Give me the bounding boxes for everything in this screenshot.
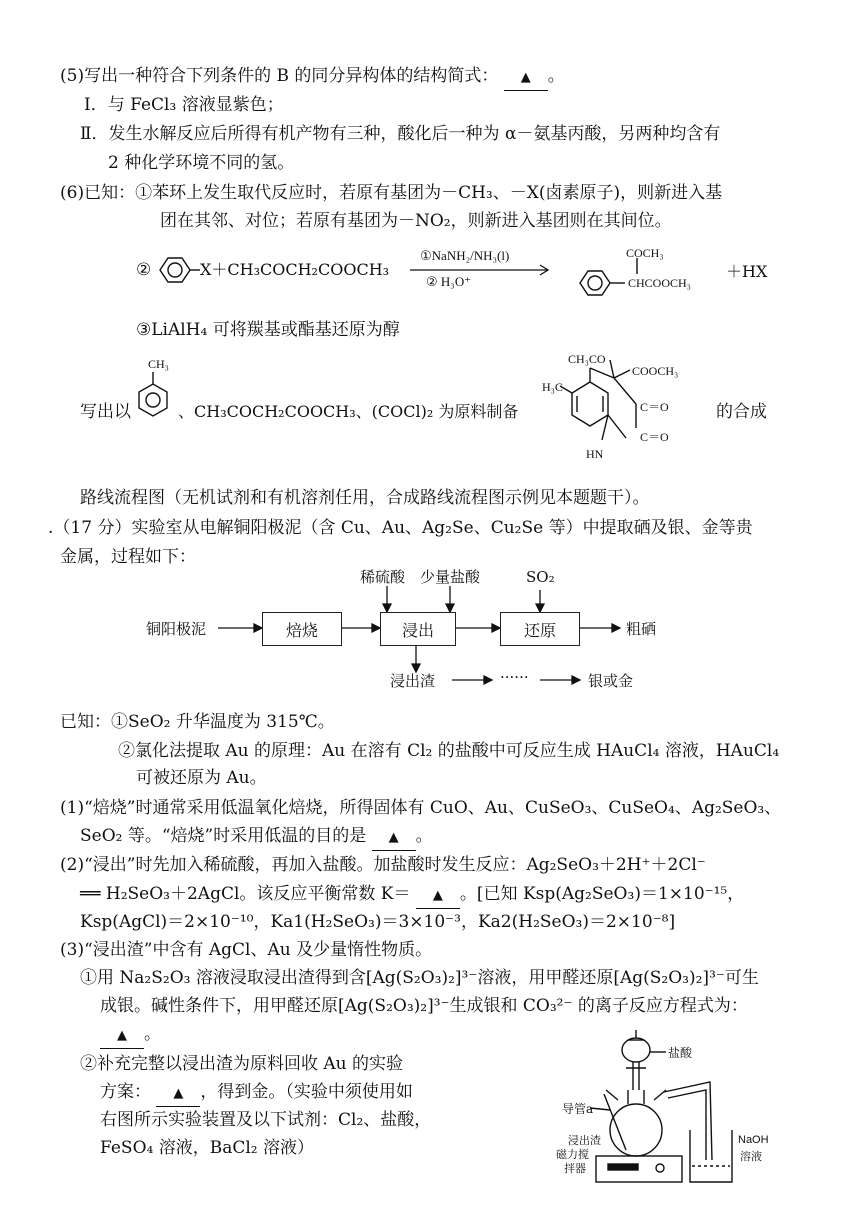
q5-cond2b: 2 种化学环境不同的氢。 xyxy=(108,153,295,173)
toluene-ch3: CH₃ xyxy=(148,357,169,371)
flow-residue: 浸出渣 xyxy=(390,672,436,690)
answer-blank[interactable]: ▲ xyxy=(504,66,548,91)
flow-reagent-hcl: 少量盐酸 xyxy=(420,568,481,586)
apparatus-naoh-2: 溶液 xyxy=(740,1150,762,1163)
route-line: 路线流程图（无机试剂和有机溶剂任用，合成路线流程图示例见本题题干）。 xyxy=(80,488,650,508)
flow-reagent-so2: SO₂ xyxy=(526,568,555,586)
p3-b1: ①用 Na₂S₂O₃ 溶液浸取浸出渣得到含[Ag(S₂O₃)₂]³⁻溶液，用甲醛还原[Ag(S₂O₃)₂]³⁻可生 xyxy=(80,968,759,988)
known-1: 已知：①SeO₂ 升华温度为 315℃。 xyxy=(60,712,335,732)
synth-end: 的合成 xyxy=(716,402,767,422)
known-2a: ②氯化法提取 Au 的原理：Au 在溶有 Cl₂ 的盐酸中可反应生成 HAuCl₄ 溶液，HAuCl₄ xyxy=(118,741,780,761)
target-nh: HN xyxy=(586,447,604,461)
q5-line1: (5)写出一种符合下列条件的 B 的同分异构体的结构简式： ▲ 。 xyxy=(60,64,565,91)
flow-reagent-h2so4: 稀硫酸 xyxy=(360,568,406,586)
q5-cond1: Ⅰ．与 FeCl₃ 溶液显紫色； xyxy=(84,95,284,115)
synth-mid: 、CH₃COCH₂COOCH₃、(COCl)₂ 为原料制备 xyxy=(178,402,519,421)
flow-final: 银或金 xyxy=(588,672,634,690)
p3-b3: ▲ 。 xyxy=(100,1022,161,1049)
p3-a: (3)“浸出渣”中含有 AgCl、Au 及少量惰性物质。 xyxy=(60,940,433,960)
apparatus-stirrer-1: 磁力搅 xyxy=(556,1148,589,1161)
apparatus-stirrer-2: 拌器 xyxy=(564,1162,586,1175)
q-intro1: .（17 分）实验室从电解铜阳极泥（含 Cu、Au、Ag₂Se、Cu₂Se 等）中提取硒及银、金等贵 xyxy=(48,518,753,538)
rxn-cond-bottom: ② H₃O⁺ xyxy=(426,274,472,289)
p3-b2: 成银。碱性条件下，用甲醛还原[Ag(S₂O₃)₂]³⁻生成银和 CO₃²⁻ 的离子反应方程式为： xyxy=(100,996,748,1016)
flow-step-roast: 焙烧 xyxy=(262,612,342,646)
target-co2: C＝O xyxy=(640,430,669,444)
target-acetyl: CH₃CO xyxy=(568,352,606,366)
rxn-cond-top: ①NaNH₂/NH₃(l) xyxy=(420,248,510,263)
rxn-label: ② xyxy=(136,260,152,280)
rxn-product-top: COCH₃ xyxy=(626,246,664,260)
known-2b: 可被还原为 Au。 xyxy=(136,768,267,788)
apparatus-residue: 浸出渣 xyxy=(568,1134,601,1147)
q6-line1: (6)已知：①苯环上发生取代反应时，若原有基团为－CH₃、－X(卤素原子)，则新进入基 xyxy=(60,183,723,203)
apparatus-acid: 盐酸 xyxy=(668,1046,693,1060)
answer-blank[interactable]: ▲ xyxy=(156,1082,200,1107)
p1-a: (1)“焙烧”时通常采用低温氧化焙烧，所得固体有 CuO、Au、CuSeO₃、CuSeO₄、Ag₂SeO₃、 xyxy=(60,798,782,818)
q-intro2: 金属，过程如下： xyxy=(60,547,196,567)
q6-note3: ③LiAlH₄ 可将羰基或酯基还原为醇 xyxy=(136,320,400,340)
rxn-reactant: X＋CH₃COCH₂COOCH₃ xyxy=(200,260,390,279)
flow-dots: ······ xyxy=(500,668,529,686)
apparatus-naoh-1: NaOH xyxy=(738,1134,769,1146)
apparatus-tube: 导管a xyxy=(562,1102,594,1116)
flow-step-leach: 浸出 xyxy=(380,612,456,646)
target-methyl: H₃C xyxy=(542,380,563,394)
p3-c2: 方案： ▲ ，得到金。（实验中须使用如 xyxy=(100,1080,413,1107)
target-co1: C＝O xyxy=(640,400,669,414)
flow-input: 铜阳极泥 xyxy=(146,620,207,638)
rxn-product-side: CHCOOCH₃ xyxy=(628,276,691,290)
target-ester: COOCH₃ xyxy=(632,364,679,378)
p1-b: SeO₂ 等。“焙烧”时采用低温的目的是 ▲ 。 xyxy=(80,824,433,851)
rxn-byproduct: ＋HX xyxy=(726,262,768,281)
flow-step-reduce: 还原 xyxy=(500,612,580,646)
p2-a: (2)“浸出”时先加入稀硫酸，再加入盐酸。加盐酸时发生反应：Ag₂SeO₃＋2H⁺＋2Cl⁻ xyxy=(60,855,706,875)
flow-output: 粗硒 xyxy=(626,620,657,638)
q5-cond2a: Ⅱ．发生水解反应后所得有机产物有三种，酸化后一种为 α－氨基丙酸，另两种均含有 xyxy=(80,124,721,144)
p3-c4: FeSO₄ 溶液，BaCl₂ 溶液） xyxy=(100,1138,315,1158)
answer-blank[interactable]: ▲ xyxy=(372,826,416,851)
p3-c1: ②补充完整以浸出渣为原料回收 Au 的实验 xyxy=(80,1054,404,1074)
q6-line2: 团在其邻、对位；若原有基团为－NO₂，则新进入基团则在其间位。 xyxy=(160,211,672,231)
p2-b: ══ H₂SeO₃＋2AgCl。该反应平衡常数 K＝ ▲ 。[已知 Ksp(Ag₂SeO₃)＝1×10⁻¹⁵， xyxy=(80,882,744,909)
answer-blank[interactable]: ▲ xyxy=(100,1024,144,1049)
p2-c: Ksp(AgCl)＝2×10⁻¹⁰，Ka1(H₂SeO₃)＝3×10⁻³，Ka2(H₂SeO₃)＝2×10⁻⁸] xyxy=(80,912,676,932)
p3-c3: 右图所示实验装置及以下试剂：Cl₂、盐酸， xyxy=(100,1110,432,1130)
synth-prefix: 写出以 xyxy=(80,402,131,422)
answer-blank[interactable]: ▲ xyxy=(416,884,460,909)
